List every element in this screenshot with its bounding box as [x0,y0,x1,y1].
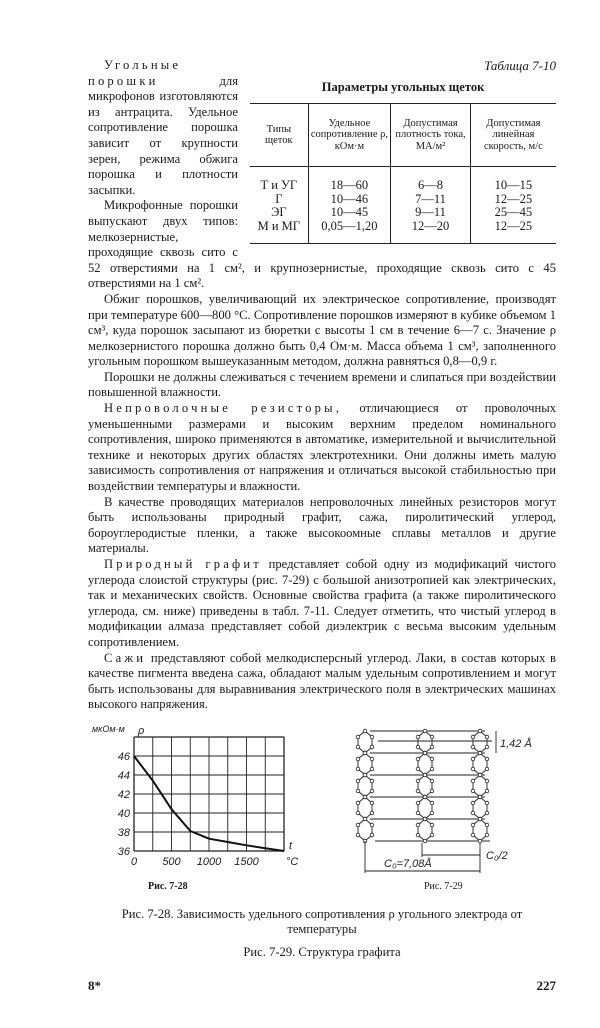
carbon-atom [356,735,360,739]
table-number: Таблица 7-10 [484,58,556,73]
carbon-atom [423,729,427,733]
page-number: 227 [536,977,556,993]
bond-length-label: 1,42 Å [500,737,532,750]
paragraph [88,651,556,713]
term: Природный графит [104,557,262,571]
table-header: Типы щеток [250,104,308,167]
carbon-hexagon [358,797,372,819]
x-tick-label: 1000 [196,855,222,868]
table-cell: 12—20 [391,220,471,244]
text-column [88,58,556,713]
carbon-atom [370,735,374,739]
table-cell: 7—11 [391,193,471,207]
carbon-atom [430,789,434,793]
carbon-atom [485,735,489,739]
carbon-atom [370,833,374,837]
carbon-atom [471,757,475,761]
paragraph: Порошки не должны слеживаться с течением времени и слипаться при воздействии повышенной влажности. [88,369,556,400]
page-footer [88,978,556,998]
paragraph [88,401,556,495]
carbon-atom [485,745,489,749]
table-cell: 0,05—1,20 [308,220,391,244]
carbon-atom [356,801,360,805]
carbon-atom [370,811,374,815]
carbon-atom [416,789,420,793]
brush-parameters-table [250,103,556,244]
carbon-atom [416,735,420,739]
carbon-hexagon [358,731,372,753]
carbon-atom [471,833,475,837]
carbon-atom [485,767,489,771]
table-header: Удельное сопротивление ρ, кОм·м [308,104,391,167]
y-axis-label: ρ [138,724,145,737]
carbon-atom [478,839,482,843]
table-7-10 [250,58,556,244]
term: Сажи [104,650,147,665]
carbon-atom [430,823,434,827]
carbon-atom [363,751,367,755]
carbon-hexagon [358,775,372,797]
carbon-hexagon [418,819,432,841]
carbon-hexagon [473,731,487,753]
half-period-label: C₀/2 [486,849,508,862]
table-cell: 10—45 [308,206,391,220]
y-tick-label: 42 [117,788,130,801]
carbon-atom [485,811,489,815]
carbon-atom [356,789,360,793]
carbon-atom [363,795,367,799]
carbon-atom [370,745,374,749]
carbon-atom [471,801,475,805]
table-cell: 12—25 [470,220,556,244]
table-row [250,206,556,220]
carbon-atom [430,745,434,749]
carbon-atom [356,833,360,837]
resistivity-temperature-chart [92,723,307,873]
carbon-atom [430,767,434,771]
carbon-atom [485,823,489,827]
table-cell: М и МГ [250,220,308,244]
table-row [250,167,556,193]
carbon-hexagon [473,775,487,797]
table-title: Параметры угольных щеток [321,80,485,94]
y-tick-label: 38 [117,826,130,839]
carbon-atom [416,757,420,761]
x-tick-label: 1500 [234,855,259,868]
carbon-atom [430,757,434,761]
carbon-atom [478,751,482,755]
carbon-atom [370,757,374,761]
carbon-atom [478,773,482,777]
carbon-hexagon [358,753,372,775]
carbon-atom [416,745,420,749]
carbon-atom [430,779,434,783]
figure-label-7-28: Рис. 7-28 [148,880,188,892]
carbon-atom [478,817,482,821]
paragraph: В качестве проводящих материалов непроволочных линейных резисторов могут быть использованы природный графит, сажа, пиролитический углерод, бороуглеродистые пленки, а также высокоомные сплавы металлов и другие материалы. [88,494,556,556]
carbon-atom [485,757,489,761]
carbon-atom [430,735,434,739]
table-cell: 9—11 [391,206,471,220]
carbon-atom [471,767,475,771]
paragraph-text: отличающиеся от проволочных уменьшенными размерами и высоким верхним пределом номинального сопротивления, широко применяются в автоматике, измерительной и вычислительной технике и некоторых других областях электротехники. Они должны иметь малую зависимость сопротивления от напряжения и отличаться высокой стабильностью при воздействии температуры и влажности. [88,401,556,494]
carbon-atom [356,779,360,783]
carbon-hexagon [473,797,487,819]
carbon-atom [416,801,420,805]
carbon-hexagon [418,753,432,775]
carbon-hexagon [473,753,487,775]
carbon-atom [430,833,434,837]
carbon-hexagon [418,775,432,797]
carbon-atom [471,745,475,749]
table-cell: Т и УГ [260,178,298,192]
table-header: Допустимая плотность тока, МА/м² [391,104,471,167]
carbon-atom [430,811,434,815]
carbon-atom [471,811,475,815]
paragraph-text: для микрофонов изготовляются из антрацита. Удельное сопротивление порошка зависит от крупности зерен, режима обжига порошка и плотности засыпки. [88,73,238,197]
figures-row [88,723,556,901]
carbon-atom [356,757,360,761]
table-cell: 18—60 [308,167,391,193]
figure-label-7-29: Рис. 7-29 [424,880,463,892]
caption-7-28: Рис. 7-28. Зависимость удельного сопротивления ρ угольного электрода от температуры [121,906,523,936]
carbon-atom [478,729,482,733]
carbon-atom [370,779,374,783]
carbon-atom [423,795,427,799]
carbon-atom [370,801,374,805]
carbon-atom [471,779,475,783]
carbon-atom [471,823,475,827]
carbon-atom [416,823,420,827]
carbon-atom [356,767,360,771]
x-tick-label: 500 [162,855,181,868]
carbon-atom [485,833,489,837]
table-row [250,220,556,244]
carbon-atom [416,779,420,783]
table-cell: 6—8 [391,167,471,193]
carbon-atom [370,767,374,771]
carbon-atom [485,801,489,805]
carbon-atom [356,745,360,749]
carbon-atom [430,801,434,805]
carbon-atom [416,811,420,815]
y-tick-label: 40 [117,807,130,820]
carbon-atom [356,823,360,827]
y-tick-label: 46 [117,750,130,763]
table-cell: 12—25 [470,193,556,207]
carbon-atom [423,839,427,843]
carbon-atom [370,789,374,793]
carbon-atom [416,767,420,771]
paragraph [88,557,556,651]
carbon-atom [423,751,427,755]
x-unit-label: °C [286,855,299,868]
carbon-hexagon [418,731,432,753]
table-cell: 25—45 [470,206,556,220]
table-cell: ЭГ [271,205,287,219]
carbon-atom [471,735,475,739]
period-label: C₀=7,08Å [384,857,432,870]
carbon-atom [356,811,360,815]
paragraph-text: представляют собой мелкодисперсный углерод. Лаки, в состав которых в качестве пигмента введена сажа, обладают малым удельным сопротивлением и могут быть использованы для выравнивания электрического поля в электрических машинах высокого напряжения. [88,650,556,712]
carbon-atom [370,823,374,827]
paragraph: Обжиг порошков, увеличивающий их электрическое сопротивление, производят при температуре 600—800 °С. Сопротивление порошков измеряют в кубике объемом 1 см³, куда порошок засыпают из бюретки с высоты 1 см в течение 6—7 с. Значение ρ мелкозернистого порошка должно быть 0,4 Ом·м. Масса объема 1 см³, заполненного угольным порошком вышеуказанным методом, должна равняться 0,8—0,9 г. [88,291,556,369]
y-tick-label: 36 [117,845,130,858]
carbon-atom [423,817,427,821]
term: Непроволочные резисторы, [104,401,343,416]
carbon-atom [416,833,420,837]
table-cell: Г [275,191,283,206]
x-axis-label: t [289,839,293,852]
carbon-atom [423,773,427,777]
carbon-hexagon [358,819,372,841]
table-cell: 10—46 [308,193,391,207]
carbon-hexagon [473,819,487,841]
y-tick-label: 44 [117,769,130,782]
graphite-structure-diagram [350,723,550,875]
paragraph-text: представляет собой одну из модификаций чистого углерода слоистой структуры (рис. 7-29) с большой анизотропией как электрических, так и механических свойств. Основные свойства графита (а также пиролитического углерода, см. ниже) приведены в табл. 7-11. Следует отметить, что чистый углерод в модификации алмаза представляет собой диэлектрик с весьма высоким удельным сопротивлением. [88,557,556,649]
table-cell: 10—15 [470,167,556,193]
signature-mark: 8* [88,977,101,993]
table-header: Допустимая линейная скорость, м/с [470,104,556,167]
carbon-atom [363,817,367,821]
carbon-atom [363,773,367,777]
carbon-atom [485,789,489,793]
carbon-hexagon [418,797,432,819]
carbon-atom [363,729,367,733]
paragraph: Микрофонные порошки выпускают двух типов: мелкозернистые, проходящие сквозь сито с 52 отверстиями на 1 см², и крупнозернистые, проходящие сквозь сито с 45 отверстиями на 1 см². [88,198,556,291]
table-row [250,193,556,207]
carbon-atom [485,779,489,783]
term: Угольные порошки [88,58,182,88]
carbon-atom [478,795,482,799]
y-unit-label: мкОм·м [92,723,125,734]
carbon-atom [471,789,475,793]
caption-7-29: Рис. 7-29. Структура графита [243,944,401,959]
x-tick-label: 0 [130,855,138,868]
